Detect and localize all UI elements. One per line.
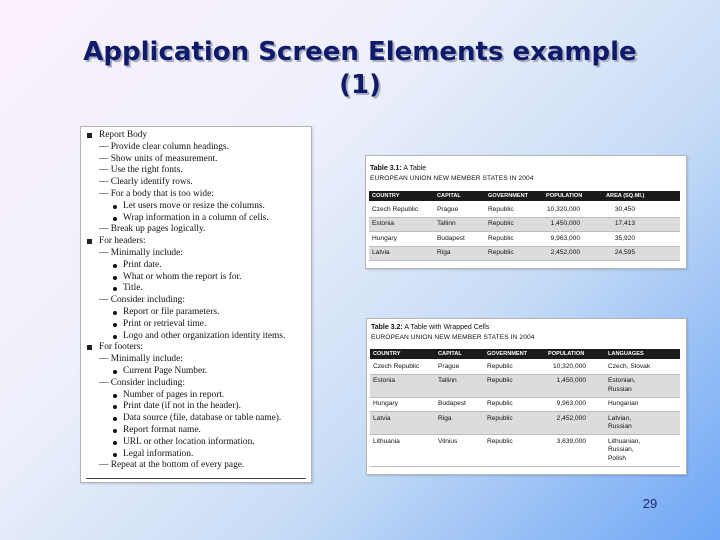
guideline-item <box>81 295 311 307</box>
guideline-item <box>81 213 311 225</box>
guideline-text: URL or other location information. <box>123 436 255 447</box>
table-cell: Hungarian <box>608 400 639 407</box>
table-cell: 30,450 <box>614 205 635 213</box>
guideline-item <box>81 142 311 154</box>
table-row <box>370 375 680 398</box>
table-3-2-panel <box>366 318 687 475</box>
page-number: 29 <box>642 496 658 511</box>
round-bullet-icon <box>113 405 117 409</box>
table-row <box>369 232 680 247</box>
guideline-text: Report Body <box>99 130 148 140</box>
table-cell: Czech, Slovak <box>608 362 651 370</box>
table-cell: Czech Republic <box>373 362 420 370</box>
table-row <box>370 360 680 375</box>
guideline-item <box>81 378 311 390</box>
round-bullet-icon <box>113 264 117 268</box>
guideline-item <box>81 177 311 189</box>
report-guidelines-panel <box>80 126 312 483</box>
column-header: GOVERNMENT <box>488 193 529 199</box>
column-header: COUNTRY <box>373 351 401 357</box>
table-cell: 10,320,000 <box>552 362 586 370</box>
table-cell: Hungary <box>373 400 398 407</box>
table-cell: 10,320,000 <box>546 205 580 213</box>
table-cell: Estonian, Russian <box>608 377 636 393</box>
table-cell: Estonia <box>372 220 394 227</box>
guideline-text: Logo and other organization identity items. <box>123 330 286 341</box>
guideline-item <box>81 260 311 272</box>
table-cell: Vilnius <box>438 437 458 445</box>
column-header: AREA (SQ.MI.) <box>606 193 645 199</box>
guideline-item <box>81 154 311 166</box>
table-cell: Czech Republic <box>372 205 419 213</box>
guideline-text: Wrap information in a column of cells. <box>123 212 269 223</box>
guideline-item <box>81 236 311 248</box>
guideline-item <box>81 425 311 437</box>
guideline-text: — Consider including: <box>99 377 185 388</box>
table-cell: Estonia <box>373 377 395 384</box>
round-bullet-icon <box>113 287 117 291</box>
table-cell: Republic <box>488 220 514 227</box>
table-cell: Republic <box>487 437 513 445</box>
guideline-item <box>81 401 311 413</box>
column-header: LANGUAGES <box>608 351 644 357</box>
column-header: POPULATION <box>548 351 585 357</box>
round-bullet-icon <box>113 217 117 221</box>
table-row <box>369 218 680 233</box>
table-row <box>370 435 680 467</box>
guideline-item <box>81 272 311 284</box>
guideline-item <box>81 354 311 366</box>
table-3-2-caption-label: Table 3.2: <box>371 324 403 331</box>
guideline-text: Number of pages in report. <box>123 389 225 400</box>
guideline-text: Print date. <box>123 259 162 270</box>
table-row <box>369 247 680 262</box>
guideline-item <box>81 413 311 425</box>
table-cell: Republic <box>487 377 513 384</box>
table-3-2-caption <box>371 323 489 332</box>
table-3-2-header-row <box>370 349 680 359</box>
guideline-item <box>81 189 311 201</box>
guideline-text: — For a body that is too wide: <box>99 188 214 199</box>
table-cell: Prague <box>438 362 460 370</box>
guideline-text: — Consider including: <box>99 295 185 306</box>
table-cell: 9,963,000 <box>550 234 580 242</box>
table-3-1-caption <box>370 164 426 173</box>
guideline-item <box>81 165 311 177</box>
table-3-1-caption-label: Table 3.1: <box>370 165 402 172</box>
round-bullet-icon <box>113 394 117 398</box>
guideline-item <box>81 390 311 402</box>
table-cell: Latvian, Russian <box>608 414 632 430</box>
round-bullet-icon <box>113 205 117 209</box>
guideline-text: Title. <box>123 283 143 294</box>
guideline-text: — Repeat at the bottom of every page. <box>99 460 245 471</box>
round-bullet-icon <box>113 370 117 374</box>
table-cell: Latvia <box>373 414 391 422</box>
table-cell: Republic <box>488 249 514 256</box>
guideline-text: Legal information. <box>123 448 194 459</box>
table-cell: Riga <box>438 414 452 422</box>
table-row <box>370 398 680 413</box>
column-header: CAPITAL <box>437 193 461 199</box>
guideline-item <box>81 449 311 461</box>
table-cell: Republic <box>487 400 513 407</box>
table-cell: Hungary <box>372 234 397 242</box>
guideline-text: — Use the right fonts. <box>99 165 183 176</box>
table-3-1-header-row <box>369 191 680 201</box>
table-cell: 35,920 <box>614 234 635 242</box>
round-bullet-icon <box>113 335 117 339</box>
table-cell: Republic <box>488 234 514 242</box>
guideline-item <box>81 460 311 472</box>
guideline-text: Report or file parameters. <box>123 306 220 317</box>
guideline-text: — Clearly identify rows. <box>99 177 193 188</box>
table-3-1-panel <box>365 155 687 269</box>
table-cell: 1,450,000 <box>550 220 580 227</box>
square-bullet-icon <box>87 239 92 244</box>
table-cell: 24,595 <box>614 249 635 256</box>
round-bullet-icon <box>113 417 117 421</box>
table-row <box>369 203 680 218</box>
column-header: COUNTRY <box>372 193 400 199</box>
column-header: GOVERNMENT <box>487 351 528 357</box>
table-cell: Budapest <box>437 234 465 242</box>
table-cell: Republic <box>487 414 513 422</box>
guideline-text: Data source (file, database or table name). <box>123 413 282 424</box>
guideline-item <box>81 331 311 343</box>
guideline-item <box>81 437 311 449</box>
column-header: POPULATION <box>546 193 583 199</box>
guideline-item <box>81 283 311 295</box>
slide-title <box>0 36 720 102</box>
guideline-text: Report format name. <box>123 424 201 435</box>
table-3-1-caption-text: A Table <box>403 165 427 172</box>
table-3-2-caption-text: A Table with Wrapped Cells <box>404 324 490 331</box>
table-cell: 17,413 <box>614 220 635 227</box>
round-bullet-icon <box>113 441 117 445</box>
table-cell: Tallinn <box>437 220 456 227</box>
table-row <box>370 412 680 435</box>
table-cell: 1,450,000 <box>556 377 586 384</box>
guideline-item <box>81 307 311 319</box>
guideline-item <box>81 319 311 331</box>
guideline-item <box>81 201 311 213</box>
table-cell: 9,963,000 <box>556 400 586 407</box>
table-3-2-subtitle: EUROPEAN UNION NEW MEMBER STATES IN 2004 <box>371 334 535 341</box>
table-cell: 2,452,000 <box>550 249 580 256</box>
guideline-text: — Break up pages logically. <box>99 224 206 235</box>
round-bullet-icon <box>113 276 117 280</box>
guideline-text: For headers: <box>99 236 146 247</box>
guideline-text: Let users move or resize the columns. <box>123 200 265 211</box>
table-3-1-subtitle: EUROPEAN UNION NEW MEMBER STATES IN 2004 <box>370 175 534 182</box>
guideline-text: Print date (if not in the header). <box>123 401 241 412</box>
guideline-text: — Show units of measurement. <box>99 153 218 164</box>
round-bullet-icon <box>113 311 117 315</box>
table-cell: Republic <box>488 205 514 213</box>
table-cell: Riga <box>437 249 451 256</box>
table-cell: 2,452,000 <box>556 414 586 422</box>
guideline-text: Current Page Number. <box>123 365 208 376</box>
guideline-item <box>81 248 311 260</box>
table-cell: Tallinn <box>438 377 457 384</box>
column-header: CAPITAL <box>438 351 462 357</box>
table-cell: Budapest <box>438 400 466 407</box>
guideline-text: Print or retrieval time. <box>123 318 207 329</box>
guideline-text: — Provide clear column headings. <box>99 141 229 152</box>
guideline-item <box>81 366 311 378</box>
round-bullet-icon <box>113 429 117 433</box>
table-cell: Republic <box>487 362 513 370</box>
round-bullet-icon <box>113 323 117 327</box>
guideline-item <box>81 130 311 142</box>
table-cell: Latvia <box>372 249 390 256</box>
guideline-text: — Minimally include: <box>99 247 183 258</box>
slide-title-line-1: Application Screen Elements example <box>83 37 637 67</box>
table-cell: Lithuanian, Russian, Polish <box>608 437 641 462</box>
guideline-text: — Minimally include: <box>99 354 183 365</box>
table-cell: Lithuania <box>373 437 400 445</box>
guidelines-list <box>81 127 311 472</box>
table-cell: 3,639,000 <box>556 437 586 445</box>
guideline-text: What or whom the report is for. <box>123 271 242 282</box>
round-bullet-icon <box>113 453 117 457</box>
guidelines-bottom-rule <box>86 478 306 479</box>
square-bullet-icon <box>87 345 92 350</box>
guideline-item <box>81 224 311 236</box>
table-cell: Prague <box>437 205 459 213</box>
guideline-text: For footers: <box>99 342 144 353</box>
square-bullet-icon <box>87 133 92 138</box>
slide-title-line-2: (1) <box>339 70 381 100</box>
guideline-item <box>81 342 311 354</box>
